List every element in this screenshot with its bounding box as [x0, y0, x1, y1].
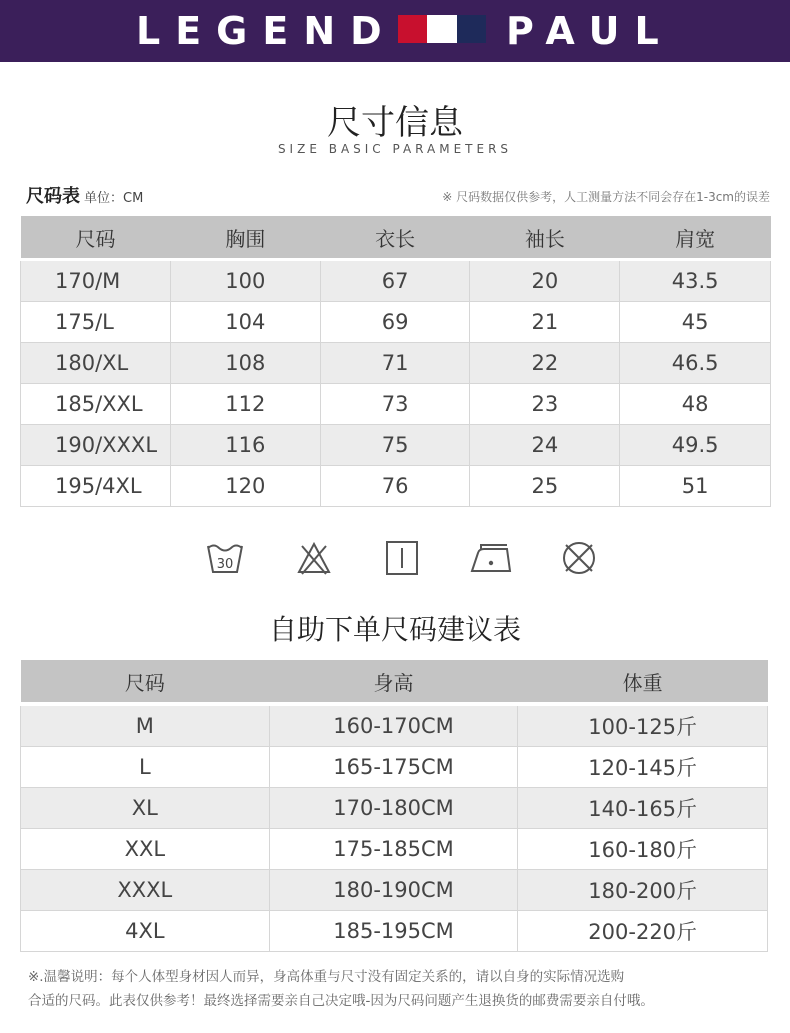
recommend-table-header: [21, 660, 768, 704]
brand-header: [0, 0, 790, 62]
table-cell: 112: [170, 384, 320, 425]
table-cell: 120-145斤: [518, 747, 768, 788]
table-cell: 170-180CM: [269, 788, 518, 829]
line-dry-icon: [385, 538, 419, 578]
table-cell: XXL: [21, 829, 270, 870]
brand-name-left: LEGEND: [136, 9, 397, 53]
table-cell: 180-190CM: [269, 870, 518, 911]
table-cell: 46.5: [620, 343, 771, 384]
table-row: [21, 425, 771, 466]
table-cell: XXXL: [21, 870, 270, 911]
table-cell: 175/L: [21, 302, 171, 343]
table-row: [21, 260, 771, 302]
table-row: [21, 788, 768, 829]
table-cell: 22: [470, 343, 620, 384]
table-cell: 25: [470, 466, 620, 507]
care-icons: [0, 538, 790, 582]
table-cell: 75: [320, 425, 470, 466]
size-table-label-text: 尺码表: [26, 186, 80, 207]
table-cell: 120: [170, 466, 320, 507]
table-cell: 104: [170, 302, 320, 343]
table-cell: 116: [170, 425, 320, 466]
table-cell: 24: [470, 425, 620, 466]
col-header: 衣长: [320, 216, 470, 260]
flag-white: [427, 15, 456, 43]
table-cell: 160-180斤: [518, 829, 768, 870]
table-cell: 100-125斤: [518, 704, 768, 747]
table-cell: 170/M: [21, 260, 171, 302]
table-cell: M: [21, 704, 270, 747]
table-cell: 180-200斤: [518, 870, 768, 911]
table-cell: 160-170CM: [269, 704, 518, 747]
table-cell: 21: [470, 302, 620, 343]
table-row: [21, 343, 771, 384]
table-cell: 175-185CM: [269, 829, 518, 870]
brand-flag-logo: [398, 15, 486, 43]
table-cell: 185-195CM: [269, 911, 518, 952]
col-header: 尺码: [21, 660, 270, 704]
table-cell: L: [21, 747, 270, 788]
size-info-subtitle: SIZE BASIC PARAMETERS: [277, 142, 513, 156]
table-cell: 51: [620, 466, 771, 507]
table-cell: 200-220斤: [518, 911, 768, 952]
table-cell: 190/XXXL: [21, 425, 171, 466]
table-row: [21, 747, 768, 788]
table-row: [21, 384, 771, 425]
table-row: [21, 870, 768, 911]
table-row: [21, 466, 771, 507]
footer-line-1: ※.温馨说明：每个人体型身材因人而异，身高体重与尺寸没有固定关系的，请以自身的实际情况选购: [28, 969, 625, 985]
wash-30-icon: [205, 538, 245, 578]
table-cell: 67: [320, 260, 470, 302]
recommend-title: 自助下单尺码建议表: [268, 613, 521, 646]
table-row: [21, 829, 768, 870]
table-cell: 71: [320, 343, 470, 384]
table-cell: 185/XXL: [21, 384, 171, 425]
size-table-header: [21, 216, 771, 260]
flag-navy: [457, 15, 486, 43]
table-row: [21, 704, 768, 747]
col-header: 身高: [269, 660, 518, 704]
table-cell: 23: [470, 384, 620, 425]
footer-line-2: 合适的尺码。此表仅供参考！最终选择需要亲自己决定哦-因为尺码问题产生退换货的邮费需要亲自付哦。: [28, 993, 654, 1009]
table-cell: XL: [21, 788, 270, 829]
table-cell: 49.5: [620, 425, 771, 466]
table-cell: 180/XL: [21, 343, 171, 384]
iron-low-icon: [469, 538, 513, 578]
no-bleach-icon: [296, 538, 332, 578]
table-cell: 195/4XL: [21, 466, 171, 507]
col-header: 肩宽: [620, 216, 771, 260]
table-cell: 165-175CM: [269, 747, 518, 788]
table-row: [21, 302, 771, 343]
size-table: [20, 216, 771, 507]
size-unit: 单位：CM: [84, 191, 144, 206]
table-cell: 4XL: [21, 911, 270, 952]
col-header: 胸围: [170, 216, 320, 260]
wash-temp-label: 30: [216, 557, 234, 572]
col-header: 体重: [518, 660, 768, 704]
table-cell: 100: [170, 260, 320, 302]
measurement-note: ※ 尺码数据仅供参考，人工测量方法不同会存在1-3cm的误差: [442, 190, 770, 204]
col-header: 尺码: [21, 216, 171, 260]
recommend-table: [20, 660, 768, 952]
size-table-label: [26, 182, 143, 208]
table-cell: 43.5: [620, 260, 771, 302]
flag-red: [398, 15, 427, 43]
col-header: 袖长: [470, 216, 620, 260]
table-cell: 69: [320, 302, 470, 343]
table-cell: 76: [320, 466, 470, 507]
table-cell: 73: [320, 384, 470, 425]
table-row: [21, 911, 768, 952]
size-info-title: 尺寸信息: [327, 103, 463, 143]
no-dry-clean-icon: [560, 538, 598, 578]
brand-name-right: PAUL: [506, 9, 674, 53]
table-cell: 48: [620, 384, 771, 425]
footer-note: [28, 965, 778, 1013]
table-cell: 140-165斤: [518, 788, 768, 829]
table-cell: 108: [170, 343, 320, 384]
table-cell: 45: [620, 302, 771, 343]
table-cell: 20: [470, 260, 620, 302]
